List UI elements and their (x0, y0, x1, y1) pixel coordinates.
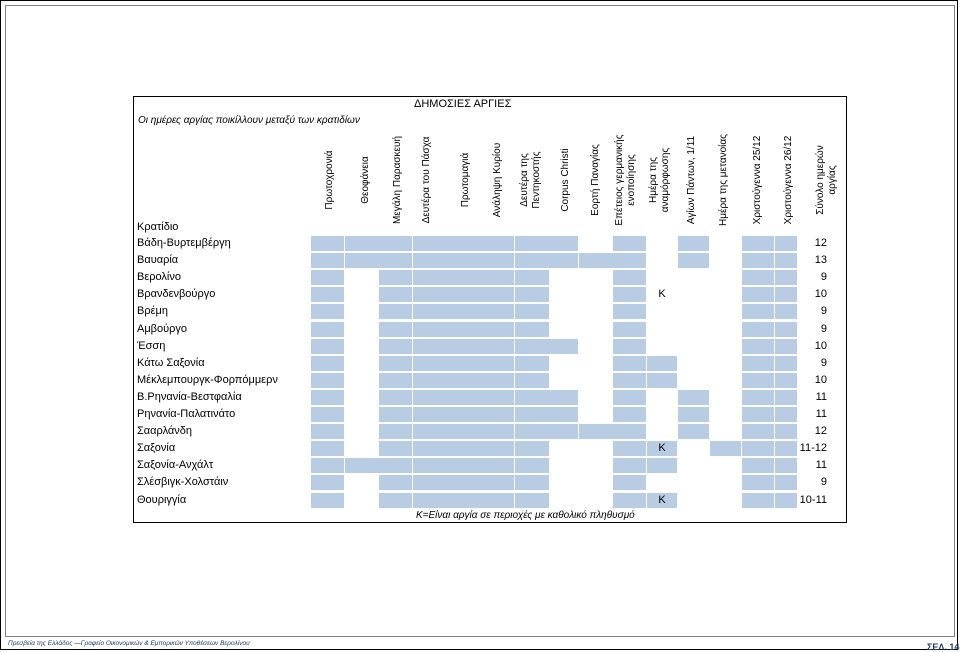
holiday-cell (549, 236, 578, 251)
holiday-cell (742, 356, 774, 371)
column-header: Μεγάλη Παρασκευή (392, 135, 403, 225)
holiday-cell (413, 339, 447, 354)
total-days: 10 (814, 339, 827, 352)
holiday-cell (647, 373, 677, 388)
holiday-cell (742, 407, 774, 422)
table-right-border (846, 96, 847, 523)
holiday-cell (379, 253, 412, 268)
column-header: Επέτειος γερμανικής ενοποίησης (614, 134, 637, 226)
total-days: 11-12 (799, 442, 827, 455)
holiday-cell (613, 236, 646, 251)
holiday-cell (413, 407, 447, 422)
legend-note: Κ=Είναι αργία σε περιοχές με καθολικό πληθυσμό (416, 510, 635, 521)
holiday-cell (515, 441, 549, 456)
holiday-cell (311, 390, 344, 405)
holiday-cell (311, 236, 344, 251)
holiday-cell (742, 390, 774, 405)
holiday-cell (481, 390, 514, 405)
holiday-cell (742, 493, 774, 508)
holiday-cell (413, 475, 447, 490)
holiday-cell (579, 424, 613, 439)
holiday-cell (311, 356, 344, 371)
holiday-cell (613, 356, 646, 371)
column-header: Εορτή Παναγίας (590, 144, 601, 216)
holiday-cell (311, 441, 344, 456)
holiday-cell (311, 493, 344, 508)
state-name: Αμβούργο (137, 322, 188, 335)
holiday-cell (447, 253, 481, 268)
holiday-cell (742, 424, 774, 439)
holiday-cell (481, 270, 514, 285)
holiday-cell (447, 322, 481, 337)
holiday-cell (549, 407, 578, 422)
holiday-cell (413, 356, 447, 371)
holiday-cell (481, 475, 514, 490)
holiday-cell (515, 304, 549, 319)
holiday-cell (379, 390, 412, 405)
holiday-cell (515, 424, 549, 439)
holiday-cell (481, 287, 514, 302)
holiday-cell (515, 322, 549, 337)
holiday-cell (481, 458, 514, 473)
holiday-cell (379, 475, 412, 490)
holiday-cell (413, 390, 447, 405)
holiday-cell (447, 287, 481, 302)
state-name: Θουριγγία (137, 493, 187, 506)
column-header: Corpus Christi (560, 148, 571, 212)
holiday-cell (447, 270, 481, 285)
total-days: 9 (820, 322, 827, 335)
holiday-cell (549, 253, 578, 268)
holiday-cell (481, 441, 514, 456)
total-days: 12 (814, 237, 827, 249)
holiday-cell (742, 441, 774, 456)
holiday-cell (413, 373, 447, 388)
holiday-cell (742, 339, 774, 354)
holiday-cell (447, 424, 481, 439)
column-header: Πρωτοχρονιά (324, 150, 335, 210)
holiday-cell (481, 339, 514, 354)
catholic-region-mark: Κ (658, 288, 666, 301)
total-days: 12 (814, 425, 827, 438)
total-days: 13 (814, 254, 827, 267)
holiday-cell (311, 304, 344, 319)
holiday-cell (379, 373, 412, 388)
holiday-cell (379, 287, 412, 302)
holiday-cell (379, 236, 412, 251)
column-header: Ανάληψη Κυρίου (492, 142, 503, 218)
holiday-cell (549, 424, 578, 439)
column-header: Πρωτομαγιά (460, 152, 471, 208)
state-name: Κάτω Σαξονία (137, 356, 205, 369)
holiday-cell (311, 322, 344, 337)
holiday-cell (447, 475, 481, 490)
holiday-cell (413, 441, 447, 456)
holiday-cell (613, 458, 646, 473)
holiday-cell (413, 253, 447, 268)
holiday-cell (345, 253, 379, 268)
holiday-cell (311, 373, 344, 388)
page-number: ΣΕΛ. 14 (927, 642, 960, 652)
holiday-cell (481, 322, 514, 337)
holiday-cell (413, 322, 447, 337)
state-name: Σαξονία-Ανχάλτ (137, 459, 214, 472)
holiday-cell (515, 287, 549, 302)
column-header: Ημέρα της αναμόρφωσης (648, 147, 671, 213)
holiday-cell (613, 322, 646, 337)
holiday-cell (613, 253, 646, 268)
total-days: 9 (820, 476, 827, 489)
holiday-cell (515, 458, 549, 473)
holiday-cell (481, 373, 514, 388)
holiday-cell (413, 458, 447, 473)
holiday-cell (647, 356, 677, 371)
holiday-cell (311, 339, 344, 354)
holiday-cell (549, 390, 578, 405)
holiday-cell (447, 304, 481, 319)
holiday-cell (447, 407, 481, 422)
catholic-region-mark: Κ (658, 493, 666, 506)
holiday-cell (515, 356, 549, 371)
holiday-cell (515, 236, 549, 251)
holiday-cell (613, 407, 646, 422)
column-header: Ημέρα της μετανοίας (718, 134, 729, 226)
holiday-cell (379, 304, 412, 319)
holiday-cell (481, 493, 514, 508)
holiday-cell (311, 270, 344, 285)
total-days: 9 (820, 356, 827, 369)
catholic-region-mark: Κ (658, 442, 666, 455)
holiday-cell (742, 304, 774, 319)
holiday-cell (742, 253, 774, 268)
holiday-cell (481, 424, 514, 439)
total-days: 11 (815, 390, 827, 403)
holiday-cell (311, 287, 344, 302)
footer-source: Πρεσβεία της Ελλάδος —Γραφείο Οικονομικών & Εμπορικών Υποθέσεων Βερολίνου (8, 640, 250, 647)
column-header: Σύνολο ημερών αργίας (815, 145, 838, 215)
column-header: Χριστούγεννα 26/12 (783, 135, 794, 225)
state-name: Βάδη-Βυρτεμβέργη (137, 237, 231, 249)
state-name: Βερολίνο (137, 271, 181, 284)
holiday-cell (481, 253, 514, 268)
column-header: Χριστούγεννα 25/12 (752, 135, 763, 225)
total-days: 10-11 (799, 493, 827, 506)
holiday-cell (613, 493, 646, 508)
table-top-border (133, 96, 847, 97)
column-header: Θεοφάνεια (360, 156, 371, 204)
holiday-cell (413, 287, 447, 302)
holiday-cell (515, 253, 549, 268)
holiday-cell (515, 270, 549, 285)
state-name: Σααρλάνδη (137, 425, 192, 438)
holiday-cell (379, 458, 412, 473)
holiday-cell (345, 458, 379, 473)
holiday-cell (742, 236, 774, 251)
holiday-cell (447, 339, 481, 354)
holiday-cell (579, 253, 613, 268)
holiday-cell (311, 458, 344, 473)
table-bottom-border (133, 522, 847, 523)
holiday-cell (413, 424, 447, 439)
total-days: 11 (815, 459, 827, 472)
column-header: Δευτέρα της Πεντηκοστής (519, 151, 542, 209)
holiday-cell (379, 441, 412, 456)
holiday-cell (613, 441, 646, 456)
holiday-cell (447, 373, 481, 388)
total-days: 10 (814, 288, 827, 301)
total-days: 9 (820, 305, 827, 318)
state-name: Β.Ρηνανία-Βεστφαλία (137, 390, 242, 403)
state-name: Βρέμη (137, 305, 168, 318)
holiday-cell (515, 373, 549, 388)
holiday-cell (481, 236, 514, 251)
holiday-cell (549, 339, 578, 354)
holiday-cell (379, 407, 412, 422)
holiday-cell (515, 475, 549, 490)
holiday-cell (379, 322, 412, 337)
holiday-cell (613, 270, 646, 285)
holiday-cell (710, 441, 741, 456)
holiday-cell (613, 373, 646, 388)
state-name: Σαξονία (137, 442, 176, 455)
holiday-cell (311, 475, 344, 490)
holiday-cell (742, 287, 774, 302)
holiday-cell (447, 441, 481, 456)
state-name: Σλέσβιγκ-Χολστάιν (137, 476, 229, 489)
holiday-cell (515, 493, 549, 508)
state-name: Βρανδενβούργο (137, 288, 216, 301)
holiday-cell (481, 304, 514, 319)
holiday-cell (447, 236, 481, 251)
holiday-cell (379, 493, 412, 508)
holiday-cell (678, 407, 709, 422)
holiday-cell (678, 390, 709, 405)
holiday-cell (515, 339, 549, 354)
holiday-cell (678, 236, 709, 251)
total-days: 9 (820, 271, 827, 284)
total-days: 11 (815, 408, 827, 420)
holiday-cell (742, 475, 774, 490)
holiday-cell (413, 304, 447, 319)
table-title: ΔΗΜΟΣΙΕΣ ΑΡΓΙΕΣ (414, 98, 512, 110)
holiday-cell (379, 339, 412, 354)
holiday-cell (613, 287, 646, 302)
holiday-cell (515, 390, 549, 405)
state-name: Μέκλεμπουργκ-Φορπόμμερν (137, 373, 278, 386)
holiday-cell (613, 475, 646, 490)
holiday-cell (515, 407, 549, 422)
column-header: Δευτέρα του Πάσχα (421, 136, 432, 224)
holiday-cell (613, 424, 646, 439)
holiday-cell (647, 458, 677, 473)
holiday-cell (447, 356, 481, 371)
holiday-cell (413, 270, 447, 285)
column-header: Αγίων Πάντων, 1/11 (686, 135, 697, 225)
holiday-cell (742, 458, 774, 473)
state-name: Βαυαρία (137, 254, 179, 267)
holiday-cell (742, 373, 774, 388)
table-subtitle: Οι ημέρες αργίας ποικίλλουν μεταξύ των κρατιδίων (138, 115, 360, 126)
table-left-border (133, 96, 134, 523)
holiday-cell (379, 356, 412, 371)
total-days: 10 (814, 373, 827, 386)
holiday-cell (678, 253, 709, 268)
holiday-cell (379, 424, 412, 439)
state-name: Ρηνανία-Παλατινάτο (137, 408, 236, 420)
holiday-cell (311, 253, 344, 268)
holiday-cell (481, 356, 514, 371)
holiday-cell (413, 236, 447, 251)
holiday-cell (311, 424, 344, 439)
holiday-cell (379, 270, 412, 285)
holiday-cell (311, 407, 344, 422)
holiday-cell (447, 493, 481, 508)
holiday-cell (678, 424, 709, 439)
holiday-cell (613, 390, 646, 405)
holiday-cell (345, 236, 379, 251)
holiday-cell (613, 339, 646, 354)
holiday-cell (413, 493, 447, 508)
holiday-cell (481, 407, 514, 422)
holiday-cell (742, 322, 774, 337)
state-name: Έσση (137, 339, 166, 352)
holiday-cell (447, 458, 481, 473)
state-column-header: Κρατίδιο (137, 221, 179, 233)
holiday-cell (742, 270, 774, 285)
holiday-cell (447, 390, 481, 405)
holiday-cell (613, 304, 646, 319)
